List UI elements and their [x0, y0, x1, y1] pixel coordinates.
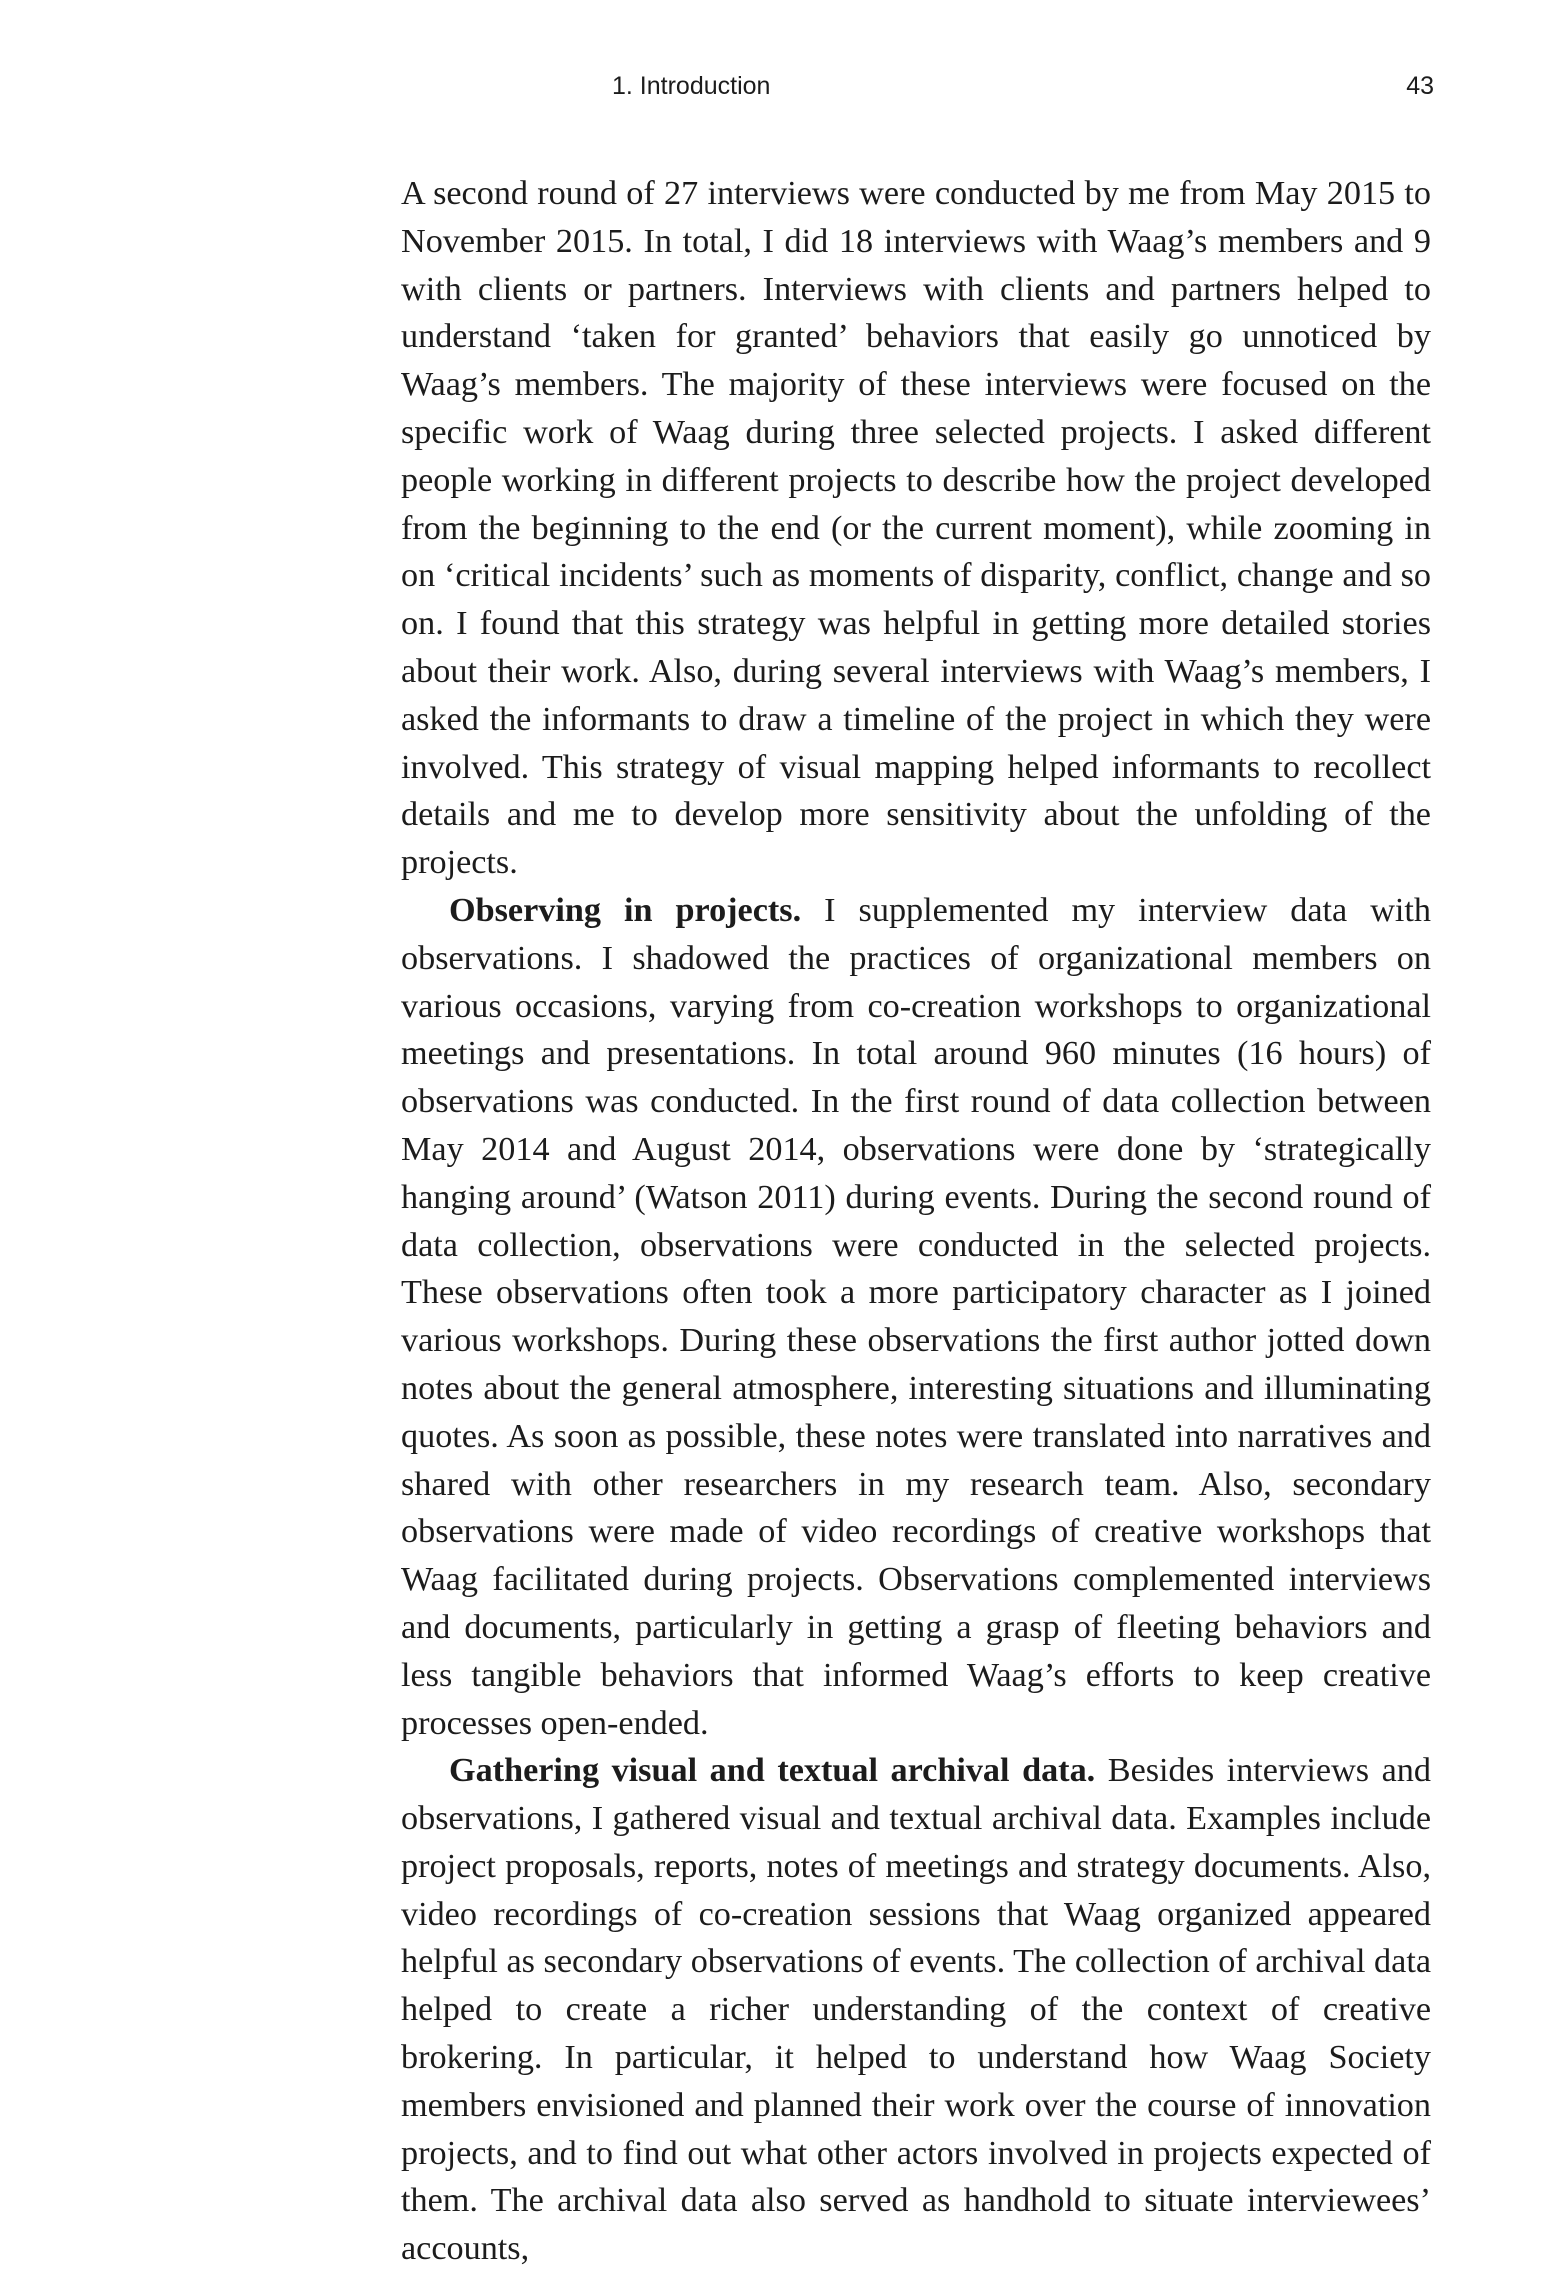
- run-in-heading: Gathering visual and textual archival data.: [449, 1752, 1096, 1790]
- body-text: [401, 170, 1431, 2273]
- paragraph: [401, 887, 1431, 1747]
- paragraph-text: I supplemented my interview data with observations. I shadowed the practices of organizational members on various occasions, varying from co-creation workshops to organizational meetings and presentations. In total around 960 minutes (16 hours) of observations was conducted. In the first round of data collection between May 2014 and August 2014, observations were done by ‘strategically hanging around’ (Watson 2011) during events. During the second round of data collection, observations were conducted in the selected projects. These observations often took a more participatory character as I joined various workshops. During these observations the first author jotted down notes about the general atmosphere, interesting situations and illuminating quotes. As soon as possible, these notes were translated into narratives and shared with other researchers in my research team. Also, secondary observations were made of video recordings of creative workshops that Waag facilitated during projects. Observations complemented interviews and documents, particularly in getting a grasp of fleeting behaviors and less tangible behaviors that informed Waag’s efforts to keep creative processes open-ended.: [401, 891, 1432, 1742]
- paragraph: [401, 1747, 1431, 2273]
- run-in-heading: Observing in projects.: [449, 891, 802, 929]
- paragraph: [401, 170, 1431, 887]
- paragraph-text: Besides interviews and observations, I gathered visual and textual archival data. Examples include project proposals, reports, notes of meetings and strategy documents. Also, video recordings of co-creation sessions that Waag organized appeared helpful as secondary observations of events. The collection of archival data helped to create a richer understanding of the context of creative brokering. In particular, it helped to understand how Waag Society members envisioned and planned their work over the course of innovation projects, and to find out what other actors involved in projects expected of them. The archival data also served as handhold to situate interviewees’ accounts,: [401, 1752, 1431, 2268]
- paragraph-text: A second round of 27 interviews were conducted by me from May 2015 to November 2015. In total, I did 18 interviews with Waag’s members and 9 with clients or partners. Interviews with clients and partners helped to understand ‘taken for granted’ behaviors that easily go unnoticed by Waag’s members. The majority of these interviews were focused on the specific work of Waag during three selected projects. I asked different people working in different projects to describe how the project developed from the beginning to the end (or the current moment), while zooming in on ‘critical incidents’ such as moments of disparity, conflict, change and so on. I found that this strategy was helpful in getting more detailed stories about their work. Also, during several interviews with Waag’s members, I asked the informants to draw a timeline of the project in which they were involved. This strategy of visual mapping helped informants to recollect details and me to develop more sensitivity about the unfolding of the projects.: [401, 175, 1431, 882]
- running-header: [612, 68, 1434, 104]
- chapter-title: 1. Introduction: [612, 72, 771, 100]
- page-number: 43: [1406, 72, 1434, 100]
